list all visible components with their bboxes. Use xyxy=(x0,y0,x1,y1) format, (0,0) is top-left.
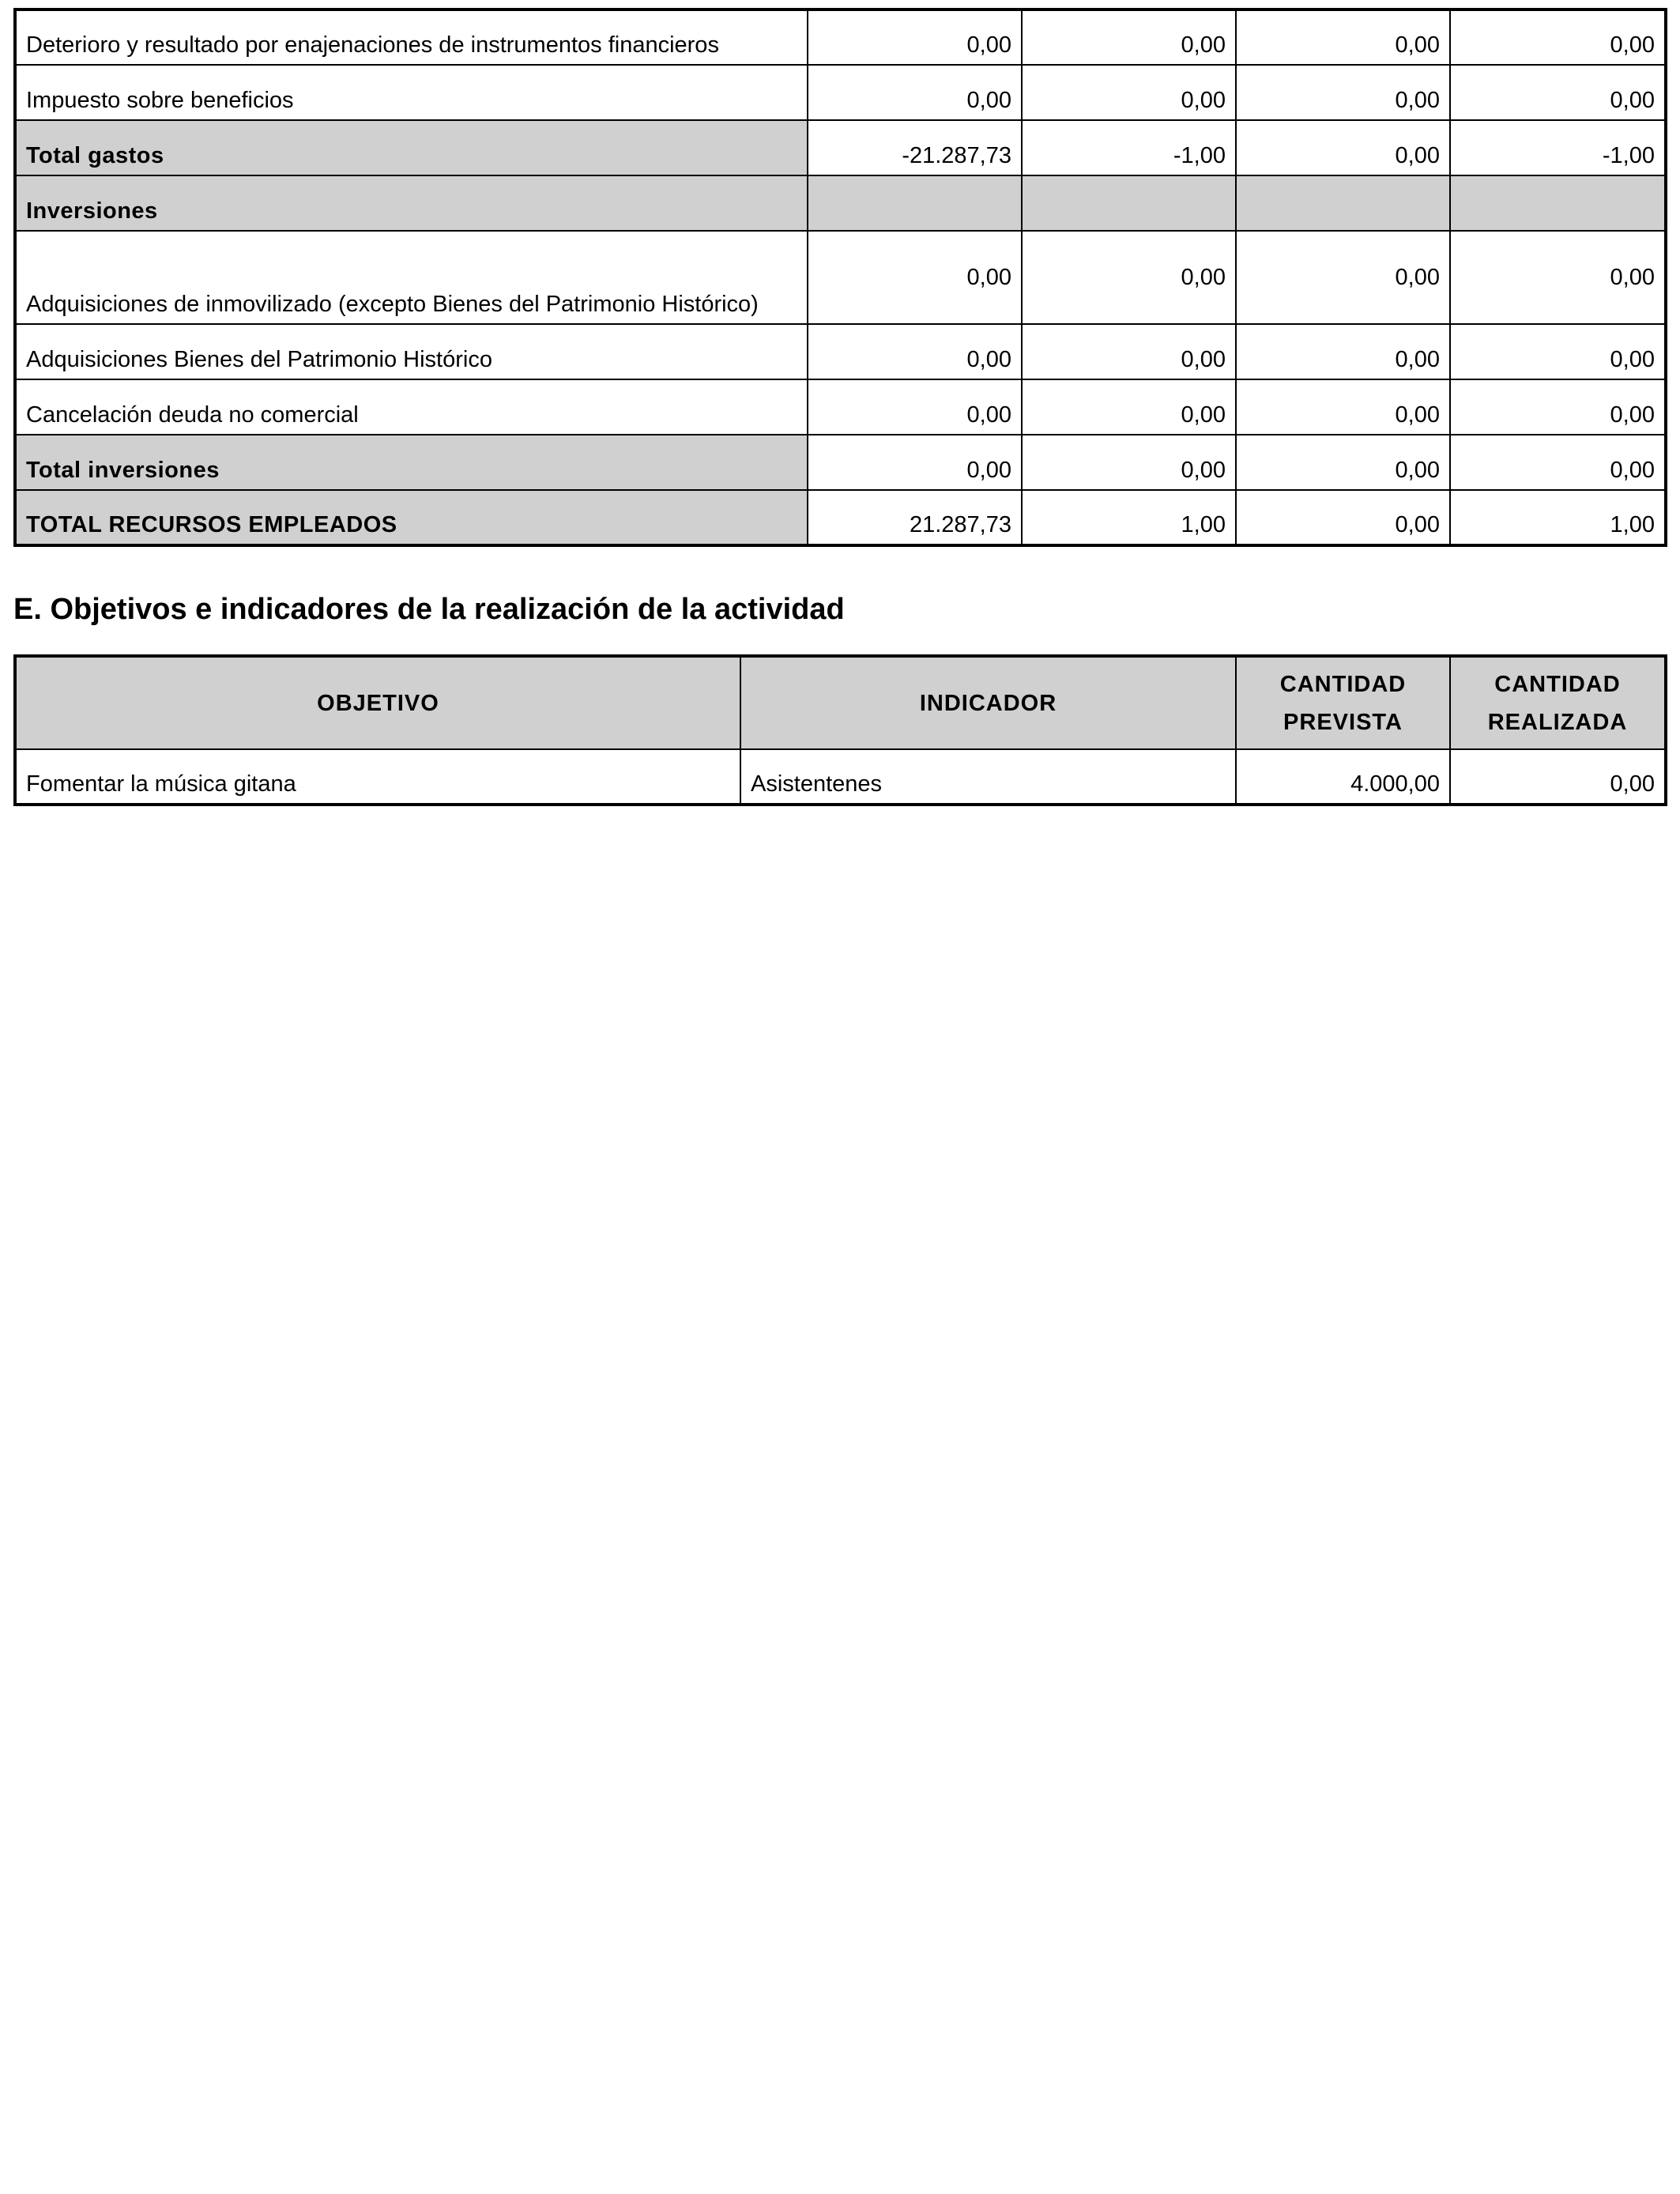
row-value: -1,00 xyxy=(1450,120,1666,175)
row-value: 0,00 xyxy=(1450,324,1666,379)
row-value: 0,00 xyxy=(808,231,1022,324)
row-value: -21.287,73 xyxy=(808,120,1022,175)
row-value: 0,00 xyxy=(1236,490,1450,545)
row-value: 0,00 xyxy=(808,379,1022,435)
objectives-table xyxy=(13,654,1667,806)
row-value: 0,00 xyxy=(1450,9,1666,65)
row-value: 0,00 xyxy=(1022,435,1236,490)
header-cantidad-prevista: CANTIDAD PREVISTA xyxy=(1236,656,1450,749)
row-value xyxy=(1022,175,1236,231)
row-label: Cancelación deuda no comercial xyxy=(15,379,808,435)
row-value: 0,00 xyxy=(808,324,1022,379)
row-value: 0,00 xyxy=(1450,231,1666,324)
row-value: 1,00 xyxy=(1022,490,1236,545)
table-row xyxy=(15,324,1666,379)
cell-cantidad-realizada: 0,00 xyxy=(1450,749,1666,805)
row-value: 0,00 xyxy=(1236,435,1450,490)
table-header-row xyxy=(15,656,1666,749)
objectives-table-body xyxy=(15,656,1666,805)
row-value: 0,00 xyxy=(1450,65,1666,120)
table-row xyxy=(15,379,1666,435)
row-value: 0,00 xyxy=(1236,120,1450,175)
row-value xyxy=(808,175,1022,231)
row-value: 0,00 xyxy=(1022,324,1236,379)
resources-table-body xyxy=(15,9,1666,545)
table-row xyxy=(15,65,1666,120)
cell-objetivo: Fomentar la música gitana xyxy=(15,749,740,805)
header-cantidad-realizada: CANTIDAD REALIZADA xyxy=(1450,656,1666,749)
row-value xyxy=(1450,175,1666,231)
section-title: E. Objetivos e indicadores de la realización de la actividad xyxy=(13,593,845,626)
resources-table xyxy=(13,8,1667,547)
row-label: Adquisiciones de inmovilizado (excepto Bienes del Patrimonio Histórico) xyxy=(15,231,808,324)
row-value: 0,00 xyxy=(808,435,1022,490)
row-value xyxy=(1236,175,1450,231)
row-value: 0,00 xyxy=(1022,379,1236,435)
section-header-row xyxy=(15,175,1666,231)
cell-cantidad-prevista: 4.000,00 xyxy=(1236,749,1450,805)
row-label: TOTAL RECURSOS EMPLEADOS xyxy=(15,490,808,545)
row-value: 1,00 xyxy=(1450,490,1666,545)
table-row xyxy=(15,231,1666,324)
cell-indicador: Asistentenes xyxy=(740,749,1236,805)
row-value: 0,00 xyxy=(1022,9,1236,65)
row-label: Total gastos xyxy=(15,120,808,175)
row-value: 0,00 xyxy=(808,9,1022,65)
row-label: Total inversiones xyxy=(15,435,808,490)
section-header-label: Inversiones xyxy=(15,175,808,231)
row-value: 21.287,73 xyxy=(808,490,1022,545)
row-value: 0,00 xyxy=(1450,435,1666,490)
header-objetivo: OBJETIVO xyxy=(15,656,740,749)
total-gastos-row xyxy=(15,120,1666,175)
row-value: -1,00 xyxy=(1022,120,1236,175)
row-value: 0,00 xyxy=(1022,65,1236,120)
row-label: Adquisiciones Bienes del Patrimonio Histórico xyxy=(15,324,808,379)
row-value: 0,00 xyxy=(1236,231,1450,324)
header-indicador: INDICADOR xyxy=(740,656,1236,749)
table-row xyxy=(15,9,1666,65)
row-label: Deterioro y resultado por enajenaciones de instrumentos financieros xyxy=(15,9,808,65)
total-inversiones-row xyxy=(15,435,1666,490)
grand-total-row xyxy=(15,490,1666,545)
table-row xyxy=(15,749,1666,805)
row-label: Impuesto sobre beneficios xyxy=(15,65,808,120)
row-value: 0,00 xyxy=(1236,379,1450,435)
row-value: 0,00 xyxy=(808,65,1022,120)
row-value: 0,00 xyxy=(1236,65,1450,120)
row-value: 0,00 xyxy=(1236,324,1450,379)
row-value: 0,00 xyxy=(1450,379,1666,435)
row-value: 0,00 xyxy=(1022,231,1236,324)
row-value: 0,00 xyxy=(1236,9,1450,65)
